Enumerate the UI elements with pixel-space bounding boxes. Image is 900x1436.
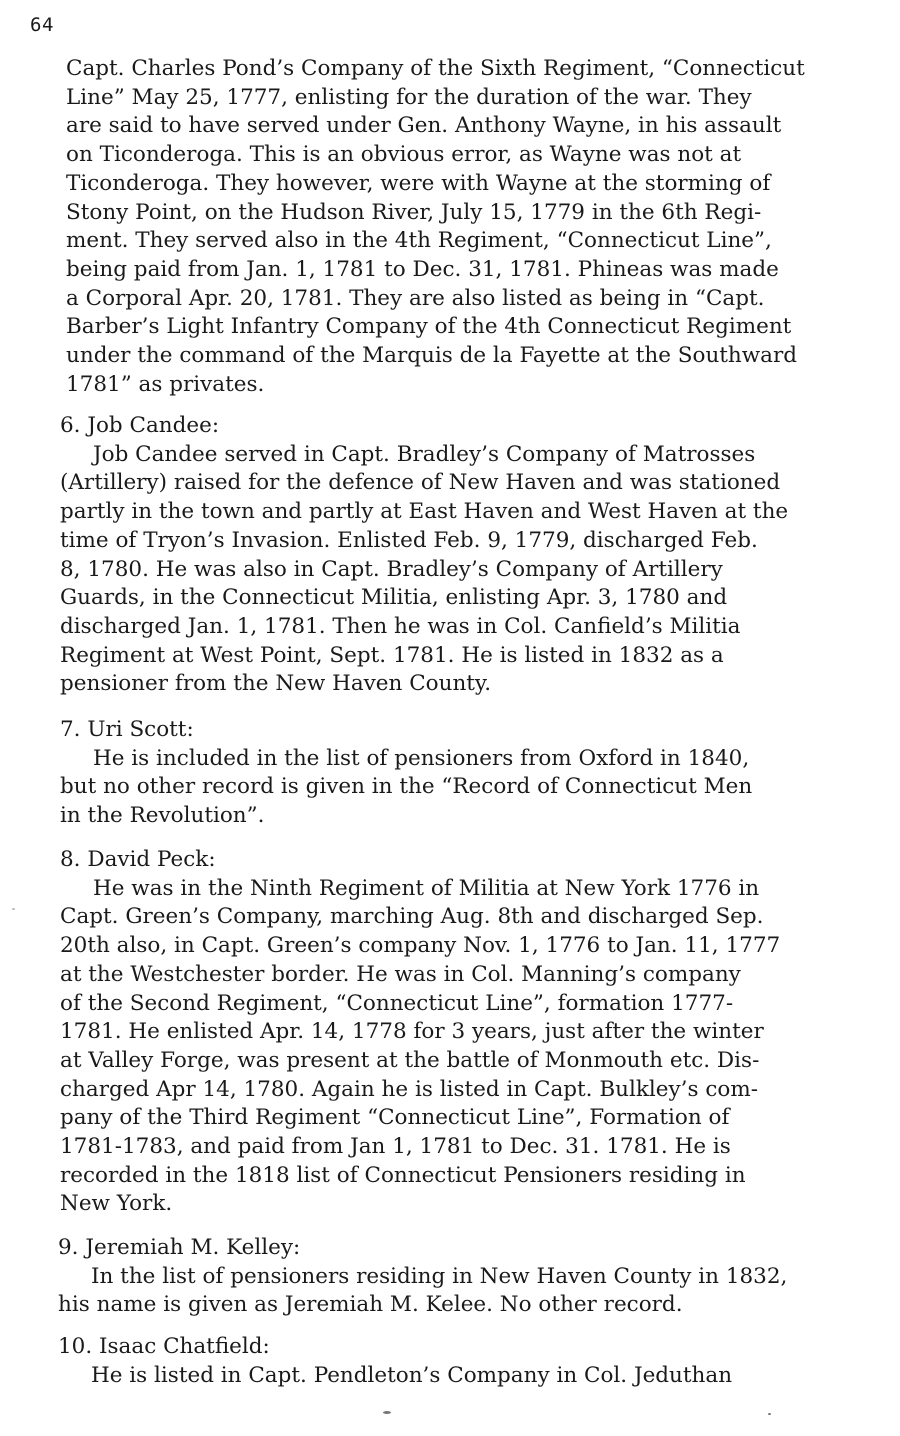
text-line: Guards, in the Connecticut Militia, enlisting Apr. 3, 1780 and: [60, 585, 728, 611]
entry-heading: 6. Job Candee:: [60, 413, 220, 438]
text-line: Ticonderoga. They however, were with Wayne at the storming of: [66, 170, 771, 196]
scan-speck: [383, 1411, 391, 1414]
text-line: at Valley Forge, was present at the battle of Monmouth etc. Dis-: [60, 1047, 760, 1073]
text-line: recorded in the 1818 list of Connecticut Pensioners residing in: [60, 1162, 746, 1188]
text-line: charged Apr 14, 1780. Again he is listed in Capt. Bulkley’s com-: [60, 1076, 758, 1102]
text-line: Capt. Charles Pond’s Company of the Sixth Regiment, “Connecticut: [66, 56, 805, 81]
text-line: 1781-1783, and paid from Jan 1, 1781 to Dec. 31. 1781. He is: [60, 1134, 731, 1160]
text-line: New York.: [60, 1191, 173, 1217]
text-line: 20th also, in Capt. Green’s company Nov. 1, 1776 to Jan. 11, 1777: [60, 933, 781, 959]
intro-paragraph: [66, 55, 886, 399]
text-line: 8, 1780. He was also in Capt. Bradley’s Company of Artillery: [60, 556, 723, 582]
text-line: a Corporal Apr. 20, 1781. They are also listed as being in “Capt.: [66, 285, 765, 311]
entry-david-peck: [60, 846, 880, 1219]
text-line: pany of the Third Regiment “Connecticut Line”, Formation of: [60, 1105, 730, 1131]
text-line: He was in the Ninth Regiment of Militia at New York 1776 in: [93, 875, 760, 901]
text-line: (Artillery) raised for the defence of New Haven and was stationed: [60, 470, 781, 496]
text-line: Stony Point, on the Hudson River, July 15, 1779 in the 6th Regi-: [66, 199, 762, 225]
scan-speck: [12, 908, 15, 910]
text-line: Job Candee served in Capt. Bradley’s Company of Matrosses: [93, 441, 756, 467]
entry-heading: 7. Uri Scott:: [60, 717, 194, 742]
text-line: being paid from Jan. 1, 1781 to Dec. 31, 1781. Phineas was made: [66, 256, 779, 282]
entry-isaac-chatfield: [58, 1333, 878, 1390]
text-line: at the Westchester border. He was in Col. Manning’s company: [60, 961, 741, 987]
text-line: He is included in the list of pensioners from Oxford in 1840,: [93, 745, 750, 771]
text-line: pensioner from the New Haven County.: [60, 671, 492, 697]
text-line: of the Second Regiment, “Connecticut Line”, formation 1777-: [60, 990, 734, 1016]
text-line: but no other record is given in the “Record of Connecticut Men: [60, 774, 753, 800]
text-line: Capt. Green’s Company, marching Aug. 8th and discharged Sep.: [60, 904, 764, 930]
entry-heading: 8. David Peck:: [60, 847, 216, 872]
text-line: 1781. He enlisted Apr. 14, 1778 for 3 years, just after the winter: [60, 1019, 764, 1045]
text-line: Regiment at West Point, Sept. 1781. He is listed in 1832 as a: [60, 642, 724, 668]
text-line: partly in the town and partly at East Haven and West Haven at the: [60, 499, 789, 525]
text-line: 1781” as privates.: [66, 371, 265, 397]
entry-jeremiah-kelley: [58, 1234, 878, 1320]
entry-job-candee: [60, 412, 880, 699]
text-line: time of Tryon’s Invasion. Enlisted Feb. 9, 1779, discharged Feb.: [60, 527, 758, 553]
text-line: He is listed in Capt. Pendleton’s Company in Col. Jeduthan: [91, 1362, 733, 1388]
entry-heading: 9. Jeremiah M. Kelley:: [58, 1235, 301, 1260]
text-line: his name is given as Jeremiah M. Kelee. No other record.: [58, 1292, 683, 1318]
scan-speck: [768, 1413, 771, 1415]
text-line: in the Revolution”.: [60, 803, 265, 829]
text-line: are said to have served under Gen. Anthony Wayne, in his assault: [66, 113, 782, 139]
entry-uri-scott: [60, 716, 880, 831]
text-line: discharged Jan. 1, 1781. Then he was in Col. Canfield’s Militia: [60, 613, 741, 639]
entry-heading: 10. Isaac Chatfield:: [58, 1334, 270, 1359]
text-line: Line” May 25, 1777, enlisting for the duration of the war. They: [66, 84, 752, 110]
text-line: on Ticonderoga. This is an obvious error, as Wayne was not at: [66, 142, 742, 168]
page-number: 64: [30, 14, 54, 36]
text-line: Barber’s Light Infantry Company of the 4th Connecticut Regiment: [66, 314, 792, 340]
text-line: under the command of the Marquis de la Fayette at the Southward: [66, 343, 798, 369]
text-line: In the list of pensioners residing in New Haven County in 1832,: [91, 1263, 788, 1289]
text-line: ment. They served also in the 4th Regiment, “Connecticut Line”,: [66, 228, 772, 254]
